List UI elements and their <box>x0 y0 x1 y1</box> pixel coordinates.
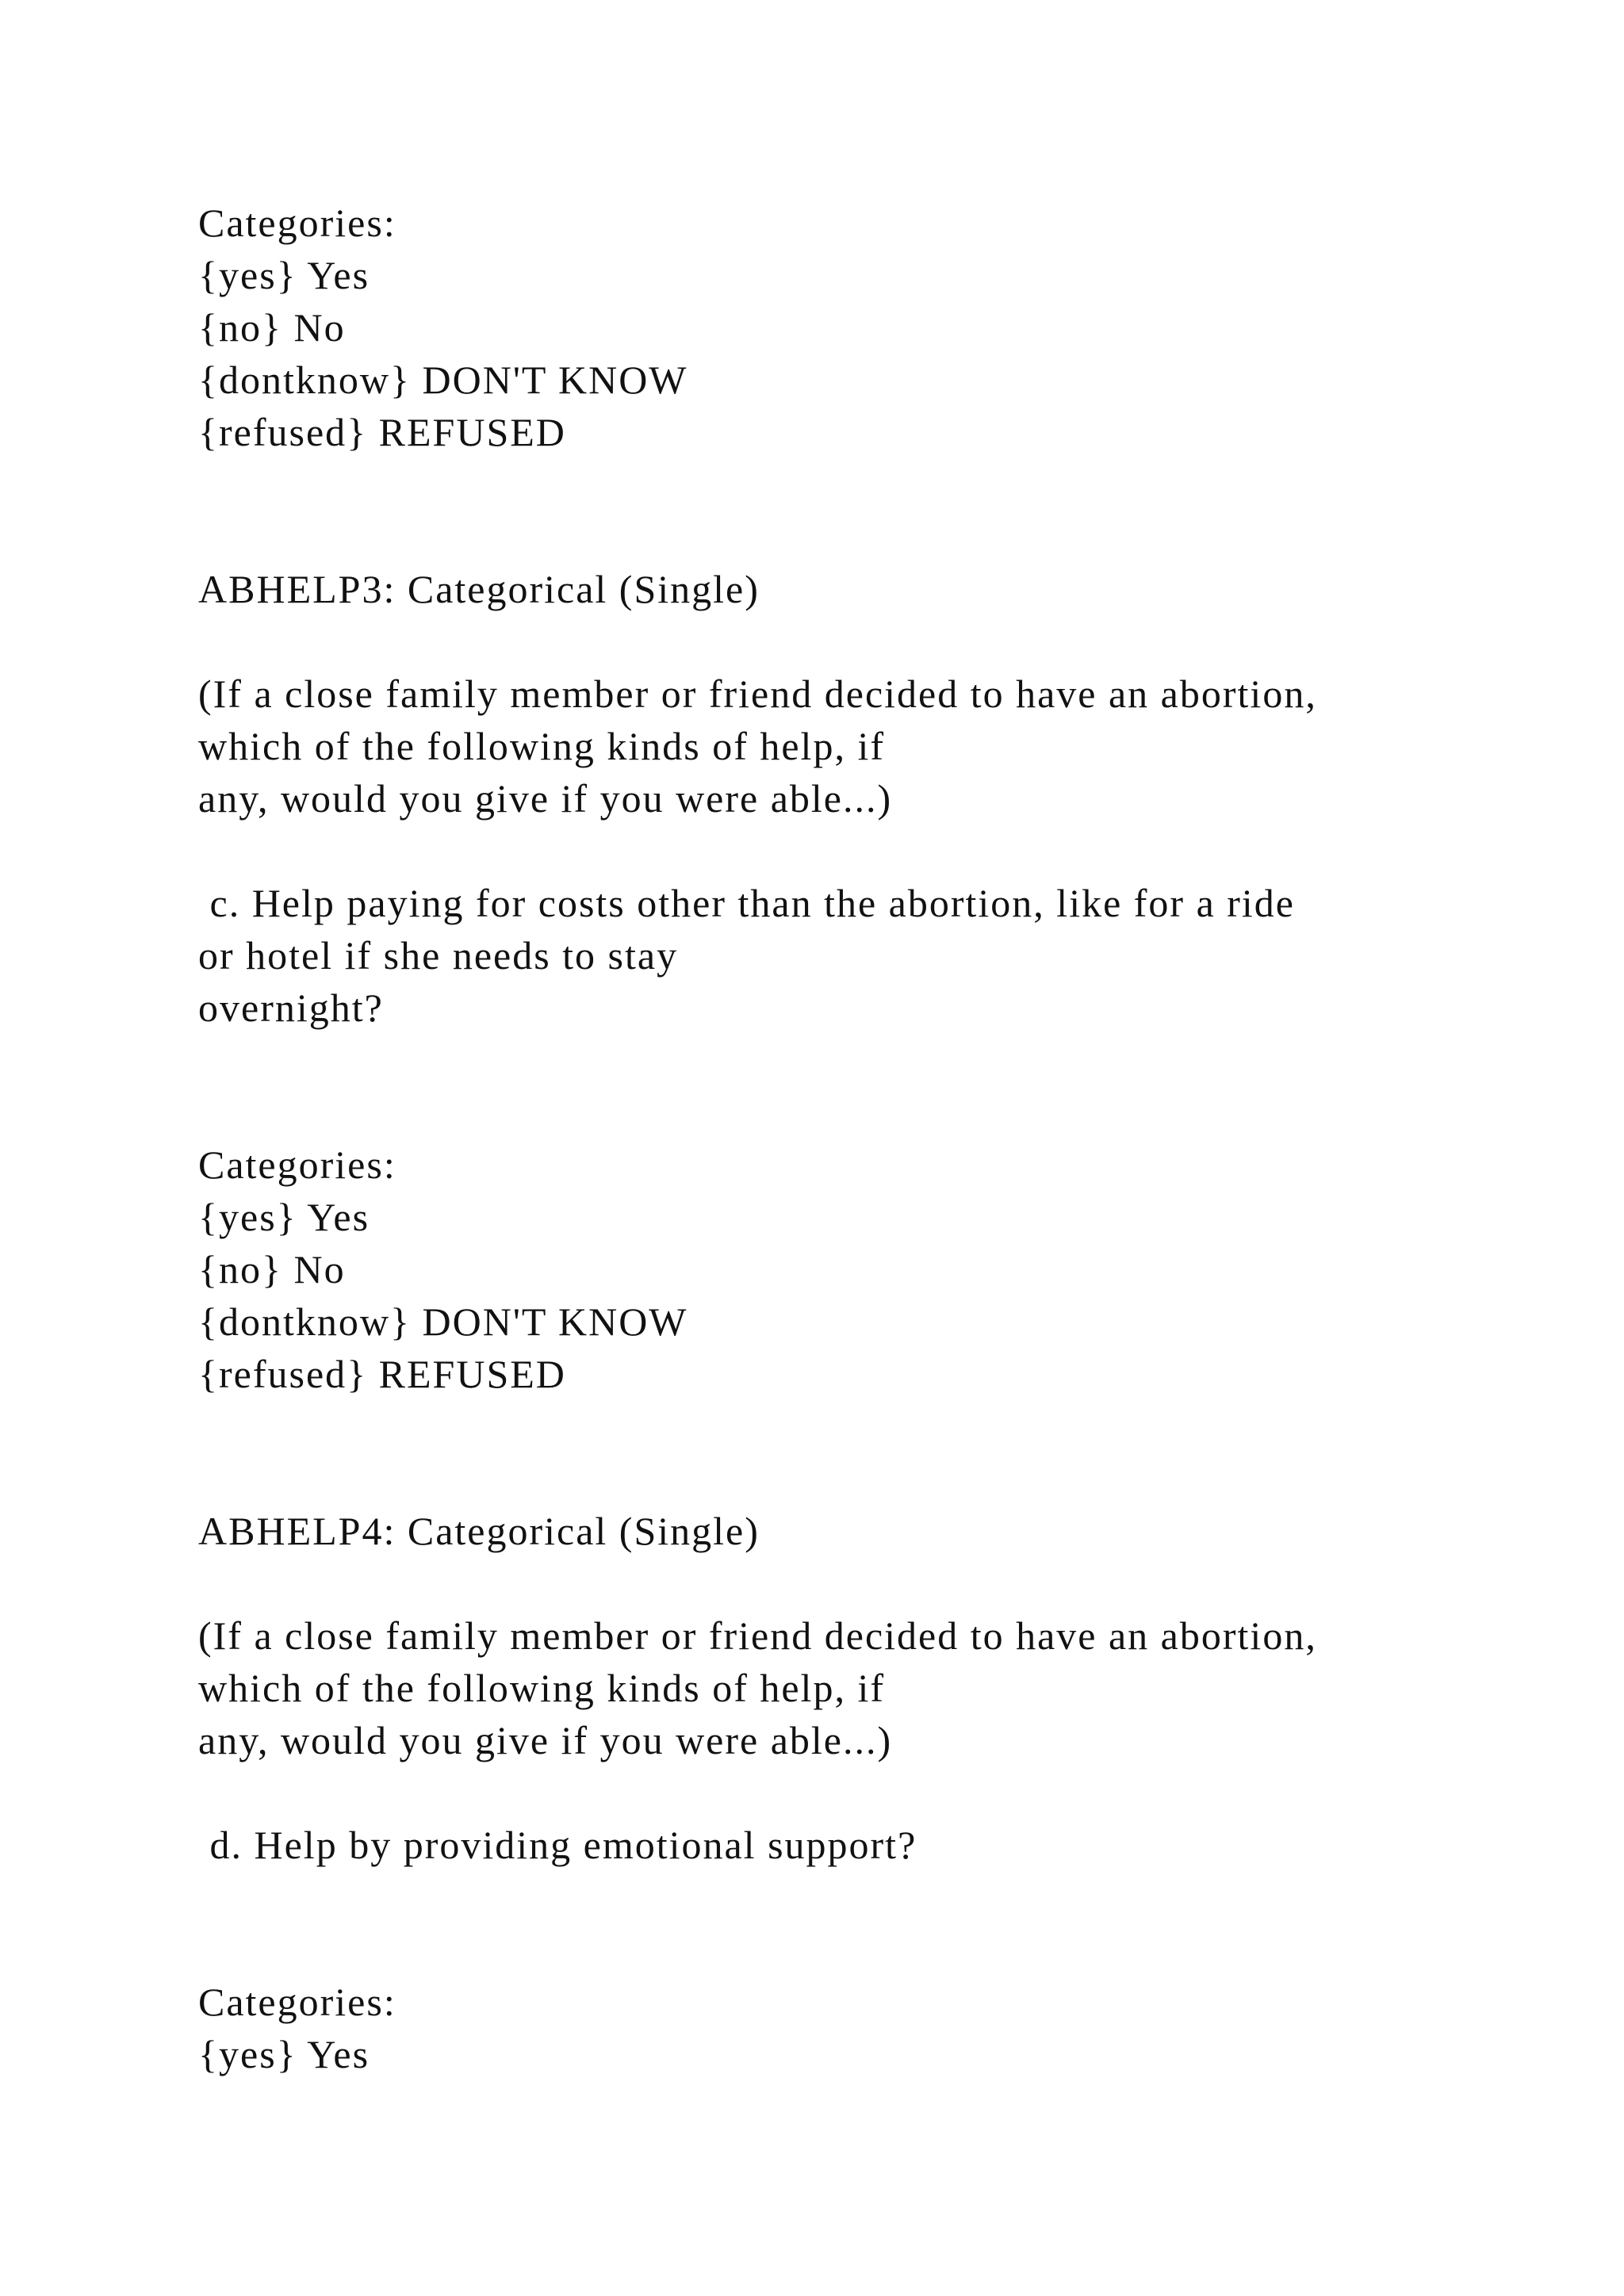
category-option: {dontknow} DON'T KNOW <box>198 1299 688 1344</box>
category-option: {no} No <box>198 305 346 350</box>
category-option: {refused} REFUSED <box>198 410 566 454</box>
question-intro-line: which of the following kinds of help, if <box>198 1666 885 1710</box>
categories-heading: Categories: <box>198 1980 396 2024</box>
question-text-line: overnight? <box>198 985 384 1030</box>
question-title-abhelp3: ABHELP3: Categorical (Single) <box>198 567 760 611</box>
question-text-line: d. Help by providing emotional support? <box>198 1823 917 1867</box>
category-option: {yes} Yes <box>198 1195 370 1239</box>
category-option: {yes} Yes <box>198 253 370 297</box>
question-title-abhelp4: ABHELP4: Categorical (Single) <box>198 1509 760 1553</box>
question-intro-line: (If a close family member or friend decided to have an abortion, <box>198 1613 1317 1658</box>
category-option: {refused} REFUSED <box>198 1352 566 1396</box>
question-text-line: c. Help paying for costs other than the abortion, like for a ride <box>198 881 1296 925</box>
question-intro-line: any, would you give if you were able...) <box>198 776 893 821</box>
category-option: {dontknow} DON'T KNOW <box>198 358 688 402</box>
question-text-line: or hotel if she needs to stay <box>198 933 679 978</box>
categories-heading: Categories: <box>198 1142 396 1187</box>
question-intro-line: which of the following kinds of help, if <box>198 724 885 768</box>
category-option: {no} No <box>198 1247 346 1292</box>
categories-heading: Categories: <box>198 201 396 245</box>
category-option: {yes} Yes <box>198 2032 370 2076</box>
question-intro-line: any, would you give if you were able...) <box>198 1718 893 1762</box>
question-intro-line: (If a close family member or friend decided to have an abortion, <box>198 672 1317 716</box>
